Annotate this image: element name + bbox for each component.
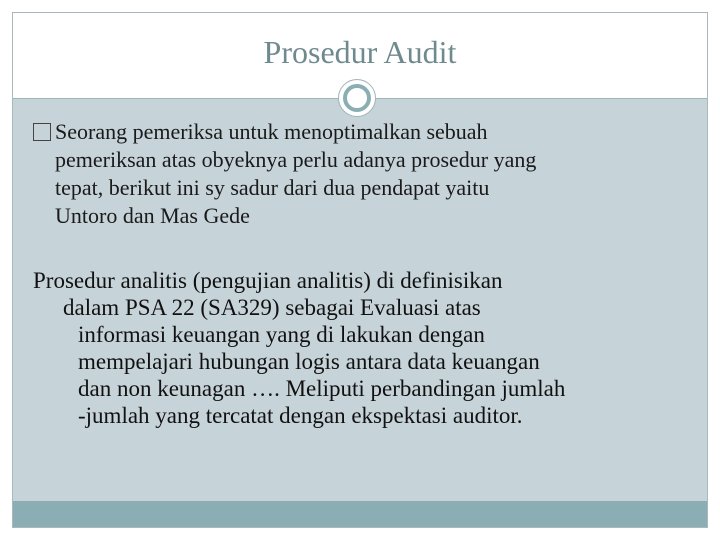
slide-title: Prosedur Audit bbox=[263, 34, 457, 70]
bullet-first-line bbox=[33, 118, 673, 146]
paragraph-line-5: dan non keunagan …. Meliputi perbandingan jumlah bbox=[78, 376, 566, 401]
bullet-text-line-2: pemeriksan atas obyeknya perlu adanya prosedur yang bbox=[55, 147, 537, 172]
paragraph-line-1: Prosedur analitis (pengujian analitis) di definisikan bbox=[33, 268, 503, 293]
paragraph-line-3: informasi keuangan yang di lakukan dengan bbox=[78, 322, 485, 347]
bullet-item bbox=[33, 118, 673, 230]
paragraph-line-6: -jumlah yang tercatat dengan ekspektasi auditor. bbox=[78, 403, 523, 428]
bullet-text-line-4: Untoro dan Mas Gede bbox=[55, 203, 250, 228]
bullet-text-line-1: Seorang pemeriksa untuk menoptimalkan sebuah bbox=[55, 119, 488, 144]
square-bullet-icon bbox=[33, 123, 51, 141]
paragraph-line-2: dalam PSA 22 (SA329) sebagai Evaluasi atas bbox=[63, 295, 481, 320]
paragraph-line-4: mempelajari hubungan logis antara data keuangan bbox=[78, 349, 540, 374]
bullet-text-line-3: tepat, berikut ini sy sadur dari dua pendapat yaitu bbox=[55, 175, 490, 200]
definition-paragraph bbox=[33, 267, 693, 429]
